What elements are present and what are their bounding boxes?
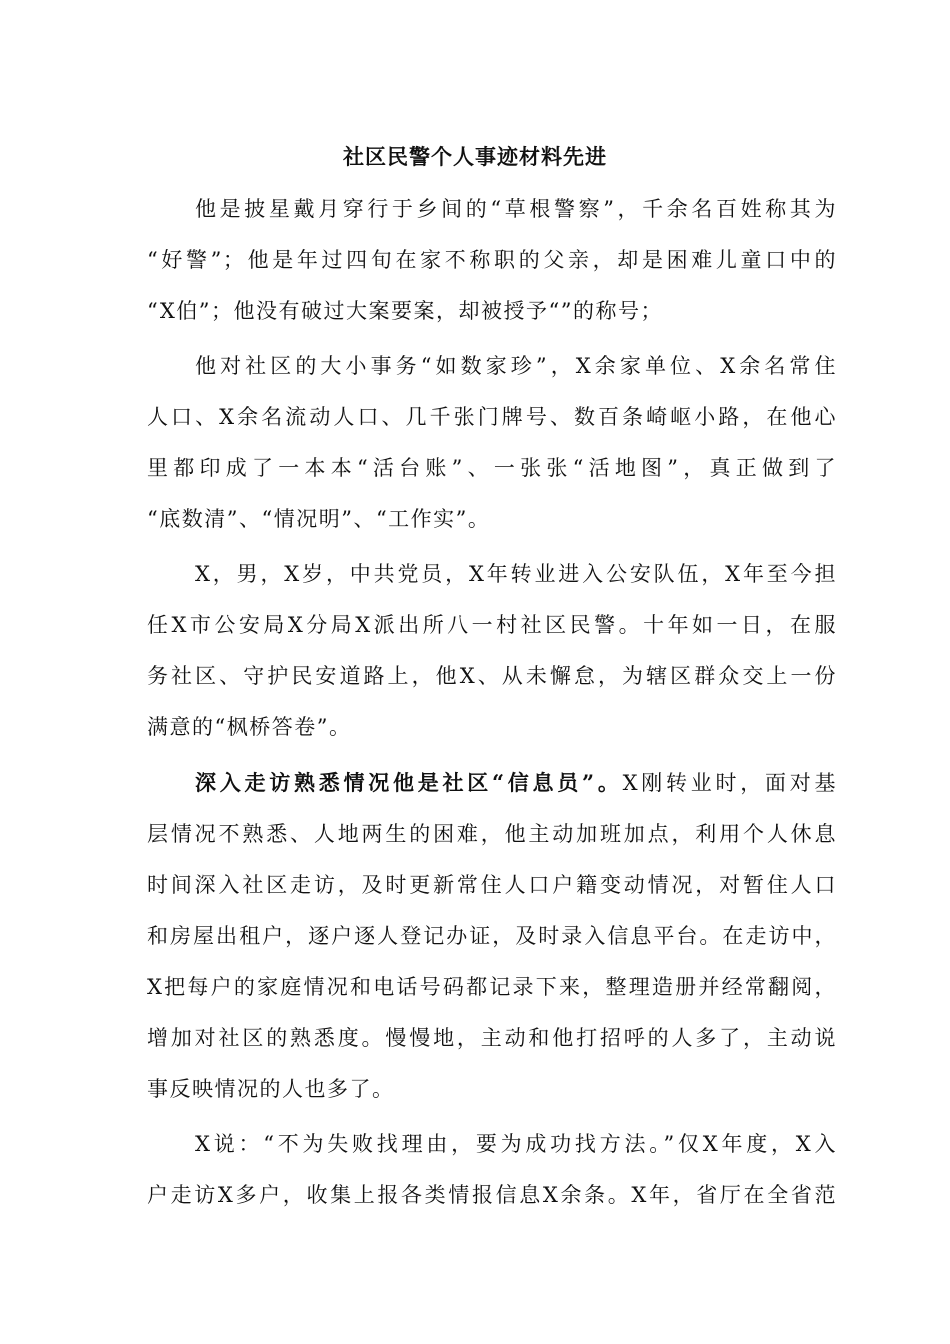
text-line: “底数清”、“情况明”、“工作实”。 xyxy=(147,507,491,531)
paragraph-2 xyxy=(147,341,837,545)
text-line: 户走访X多户，收集上报各类情报信息X余条。X年，省厅在全省范 xyxy=(147,1183,837,1207)
text-line: 任X市公安局X分局X派出所八一村社区民警。十年如一日，在服 xyxy=(147,613,837,637)
text-line: 和房屋出租户，逐户逐人登记办证，及时录入信息平台。在走访中， xyxy=(147,924,837,948)
document-body xyxy=(147,184,837,1225)
paragraph-4 xyxy=(147,757,837,1115)
heading-lead-text: X刚转业时，面对基 xyxy=(622,771,837,795)
text-line: “好警”；他是年过四旬在家不称职的父亲，却是困难儿童口中的 xyxy=(147,248,837,272)
text-line: 事反映情况的人也多了。 xyxy=(147,1077,395,1101)
text-line: X说：“不为失败找理由，要为成功找方法。”仅X年度，X入 xyxy=(195,1132,837,1156)
text-line: 他是披星戴月穿行于乡间的“草根警察”，千余名百姓称其为 xyxy=(195,197,837,221)
text-line: 里都印成了一本本“活台账”、一张张“活地图”，真正做到了 xyxy=(147,456,837,480)
text-line: 他对社区的大小事务“如数家珍”，X余家单位、X余名常住 xyxy=(195,354,837,378)
text-line: X把每户的家庭情况和电话号码都记录下来，整理造册并经常翻阅， xyxy=(147,975,837,999)
paragraph-1 xyxy=(147,184,837,337)
section-heading: 深入走访熟悉情况他是社区“信息员”。 xyxy=(195,770,623,795)
paragraph-3 xyxy=(147,549,837,753)
text-line: 层情况不熟悉、人地两生的困难，他主动加班加点，利用个人休息 xyxy=(147,822,837,846)
text-line: 满意的“枫桥答卷”。 xyxy=(147,715,352,739)
text-line: 时间深入社区走访，及时更新常住人口户籍变动情况，对暂住人口 xyxy=(147,873,837,897)
text-line: X，男，X岁，中共党员，X年转业进入公安队伍，X年至今担 xyxy=(195,562,837,586)
text-line-with-heading xyxy=(147,757,837,809)
text-line: 务社区、守护民安道路上，他X、从未懈怠，为辖区群众交上一份 xyxy=(147,664,837,688)
text-line: “X伯”；他没有破过大案要案，却被授予“”的称号； xyxy=(147,299,663,323)
paragraph-5 xyxy=(147,1119,837,1221)
text-line: 人口、X余名流动人口、几千张门牌号、数百条崎岖小路，在他心 xyxy=(147,405,837,429)
text-line: 增加对社区的熟悉度。慢慢地，主动和他打招呼的人多了，主动说 xyxy=(147,1026,837,1050)
document-title: 社区民警个人事迹材料先进 xyxy=(343,144,607,169)
